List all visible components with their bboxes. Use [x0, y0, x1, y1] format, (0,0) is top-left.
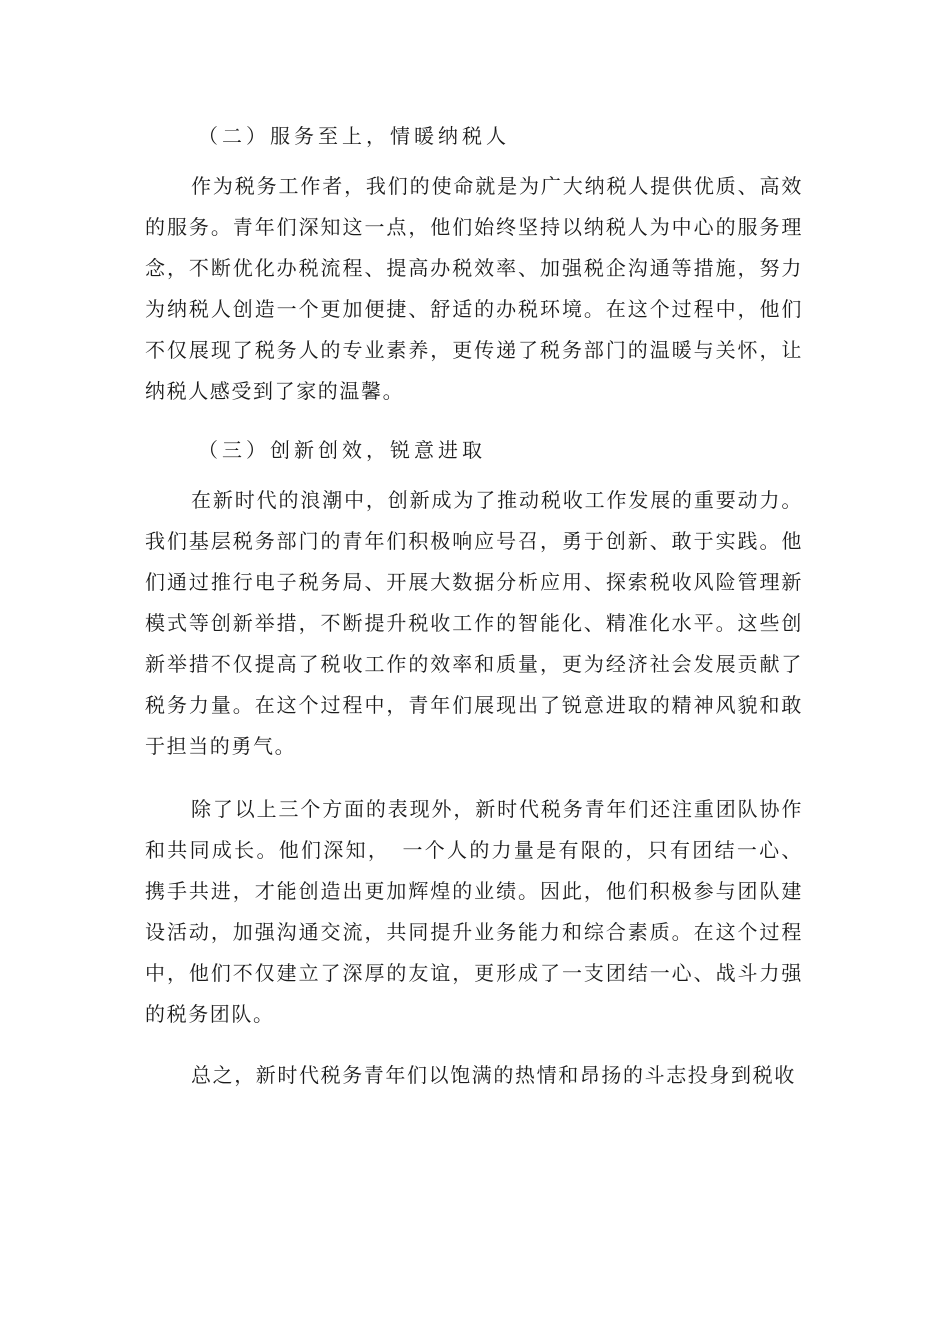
paragraph-service: 作为税务工作者，我们的使命就是为广大纳税人提供优质、高效的服务。青年们深知这一点，他们始终坚持以纳税人为中心的服务理念，不断优化办税流程、提高办税效率、加强税企沟通等措施，努力为纳税人创造一个更加便捷、舒适的办税环境。在这个过程中，他们不仅展现了税务人的专业素养，更传递了税务部门的温暖与关怀，让纳税人感受到了家的温馨。 — [145, 174, 803, 403]
section-heading-innovation: （三）创新创效，锐意进取 — [198, 438, 486, 462]
paragraph-innovation: 在新时代的浪潮中，创新成为了推动税收工作发展的重要动力。我们基层税务部门的青年们积极响应号召，勇于创新、敢于实践。他们通过推行电子税务局、开展大数据分析应用、探索税收风险管理新模式等创新举措，不断提升税收工作的智能化、精准化水平。这些创新举措不仅提高了税收工作的效率和质量，更为经济社会发展贡献了税务力量。在这个过程中，青年们展现出了锐意进取的精神风貌和敢于担当的勇气。 — [145, 488, 803, 758]
paragraph-conclusion: 总之，新时代税务青年们以饱满的热情和昂扬的斗志投身到税收 — [191, 1063, 796, 1087]
section-heading-service: （二）服务至上，情暖纳税人 — [198, 124, 510, 148]
paragraph-teamwork: 除了以上三个方面的表现外，新时代税务青年们还注重团队协作和共同成长。他们深知， 一个人的力量是有限的，只有团结一心、携手共进，才能创造出更加辉煌的业绩。因此，他们积极参与团队建设活动，加强沟通交流，共同提升业务能力和综合素质。在这个过程中，他们不仅建立了深厚的友谊，更形成了一支团结一心、战斗力强的税务团队。 — [145, 797, 803, 1026]
